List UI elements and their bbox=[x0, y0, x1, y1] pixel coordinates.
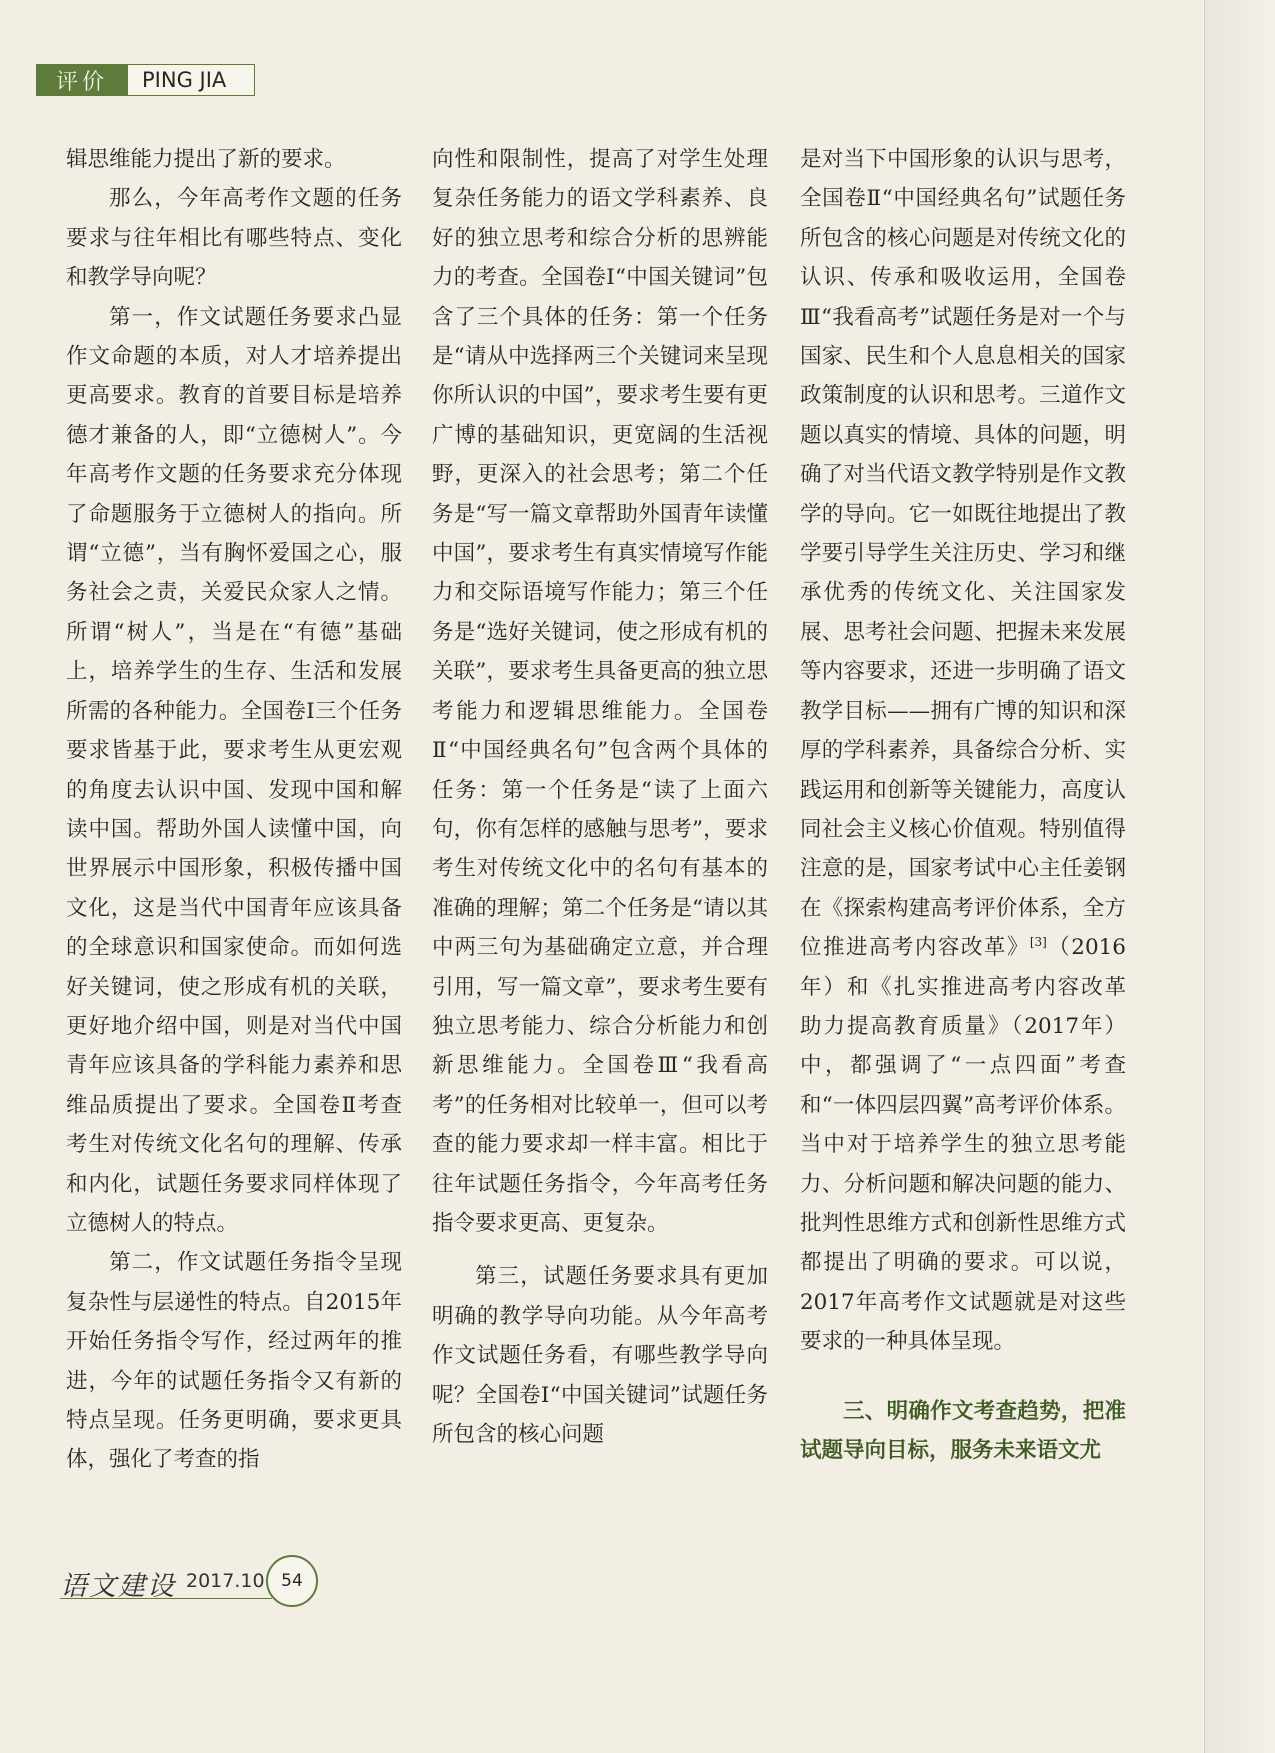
journal-title: 语文建设 bbox=[60, 1571, 176, 1602]
text-column-3 bbox=[800, 140, 1126, 1470]
paragraph: 第二，作文试题任务指令呈现复杂性与层递性的特点。自2015年开始任务指令写作，经过两年的推进，今年的试题任务指令又有新的特点呈现。任务更明确，要求更具体，强化了考查的指 bbox=[66, 1250, 402, 1473]
paragraph: 辑思维能力提出了新的要求。 bbox=[66, 147, 346, 172]
text-column-1 bbox=[66, 140, 402, 1480]
section-label-cn: 评价 bbox=[36, 64, 128, 96]
page-number: 54 bbox=[266, 1555, 318, 1607]
paragraph: 第一，作文试题任务要求凸显作文命题的本质，对人才培养提出更高要求。教育的首要目标是培养德才兼备的人，即“立德树人”。今年高考作文题的任务要求充分体现了命题服务于立德树人的指向。所谓“立德”，当有胸怀爱国之心，服务社会之责，关爱民众家人之情。所谓“树人”，当是在“有德”基础上，培养学生的生存、生活和发展所需的各种能力。全国卷Ⅰ三个任务要求皆基于此，要求考生从更宏观的角度去认识中国、发现中国和解读中国。帮助外国人读懂中国，向世界展示中国形象，积极传播中国文化，这是当代中国青年应该具备的全球意识和国家使命。而如何选好关键词，使之形成有机的关联，更好地介绍中国，则是对当代中国青年应该具备的学科能力素养和思维品质提出了要求。全国卷Ⅱ考查考生对传统文化名句的理解、传承和内化，试题任务要求同样体现了立德树人的特点。 bbox=[66, 304, 402, 1236]
section-heading: 三、明确作文考查趋势，把准试题导向目标，服务未来语文尤 bbox=[800, 1398, 1126, 1463]
text-column-2 bbox=[432, 140, 768, 1454]
paragraph: 向性和限制性，提高了对学生处理复杂任务能力的语文学科素养、良好的独立思考和综合分析的思辨能力的考查。全国卷Ⅰ“中国关键词”包含了三个具体的任务：第一个任务是“请从中选择两三个关键词来呈现你所认识的中国”，要求考生要有更广博的基础知识，更宽阔的生活视野，更深入的社会思考；第二个任务是“写一篇文章帮助外国青年读懂中国”，要求考生有真实情境写作能力和交际语境写作能力；第三个任务是“选好关键词，使之形成有机的关联”，要求考生具备更高的独立思考能力和逻辑思维能力。全国卷Ⅱ“中国经典名句”包含两个具体的任务：第一个任务是“读了上面六句，你有怎样的感触与思考”，要求考生对传统文化中的名句有基本的准确的理解；第二个任务是“请以其中两三句为基础确定立意，并合理引用，写一篇文章”，要求考生要有独立思考能力、综合分析能力和创新思维能力。全国卷Ⅲ“我看高考”的任务相对比较单一，但可以考查的能力要求却一样丰富。相比于往年试题任务指令，今年高考任务指令要求更高、更复杂。 bbox=[432, 147, 768, 1236]
page-footer bbox=[60, 1552, 350, 1612]
paragraph: 第三，试题任务要求具有更加明确的教学导向功能。从今年高考作文试题任务看，有哪些教学导向呢？全国卷Ⅰ“中国关键词”试题任务所包含的核心问题 bbox=[432, 1264, 768, 1447]
issue-number: 2017.10 bbox=[186, 1570, 265, 1592]
next-page-edge bbox=[1204, 0, 1275, 1753]
citation-superscript: [3] bbox=[1029, 934, 1047, 949]
paragraph bbox=[800, 140, 1126, 1362]
section-label-pinyin: PING JIA bbox=[128, 64, 255, 96]
paragraph-text: 是对当下中国形象的认识与思考，全国卷Ⅱ“中国经典名句”试题任务所包含的核心问题是对传统文化的认识、传承和吸收运用，全国卷Ⅲ“我看高考”试题任务是对一个与国家、民生和个人息息相关的国家政策制度的认识和思考。三道作文题以真实的情境、具体的问题，明确了对当代语文教学特别是作文教学的导向。它一如既往地提出了教学要引导学生关注历史、学习和继承优秀的传统文化、关注国家发展、思考社会问题、把握未来发展等内容要求，还进一步明确了语文教学目标——拥有广博的知识和深厚的学科素养，具备综合分析、实践运用和创新等关键能力，高度认同社会主义核心价值观。特别值得注意的是，国家考试中心主任姜钢在《探索构建高考评价体系，全方位推进高考内容改革》 bbox=[800, 147, 1126, 961]
section-label bbox=[36, 64, 255, 96]
footer-rule bbox=[60, 1598, 272, 1599]
paragraph-text-continued: （2016年）和《扎实推进高考内容改革 助力提高教育质量》（2017年）中，都强调了“一点四面”考查和“一体四层四翼”高考评价体系。当中对于培养学生的独立思考能力、分析问题和解决问题的能力、批判性思维方式和创新性思维方式都提出了明确的要求。可以说，2017年高考作文试题就是对这些要求的一种具体呈现。 bbox=[800, 935, 1126, 1355]
paragraph: 那么，今年高考作文题的任务要求与往年相比有哪些特点、变化和教学导向呢？ bbox=[66, 186, 402, 291]
